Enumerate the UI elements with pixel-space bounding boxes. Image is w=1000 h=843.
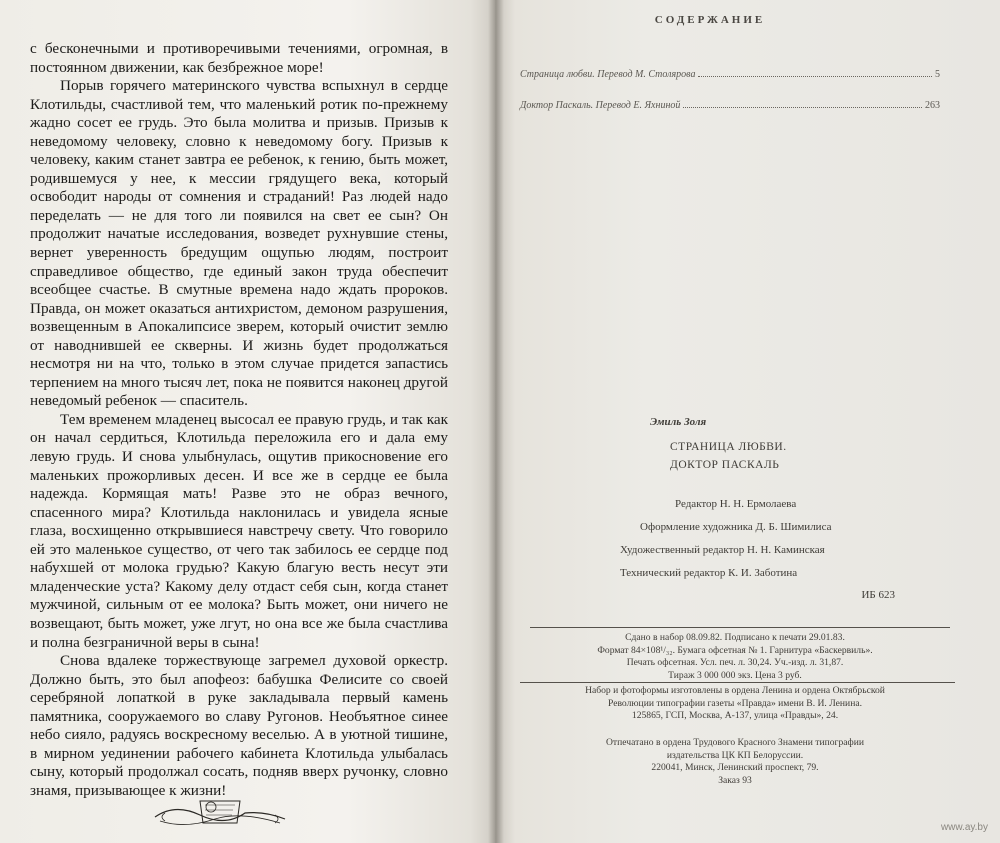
left-page-body-text xyxy=(30,40,448,800)
toc-entry-title: Страница любви. Перевод М. Столяровa xyxy=(520,69,696,80)
left-page xyxy=(0,0,495,843)
print-info-block xyxy=(520,737,950,787)
print-info-block xyxy=(520,632,950,682)
divider xyxy=(530,627,950,628)
toc-entry xyxy=(520,68,940,99)
book-title: ДОКТОР ПАСКАЛЬ xyxy=(670,459,780,471)
print-info-line: Набор и фотоформы изготовлены в ордена Ленина и ордена Октябрьской xyxy=(585,685,885,696)
print-info-line: Тираж 3 000 000 экз. Цена 3 руб. xyxy=(668,669,802,681)
author-name: Эмиль Золя xyxy=(650,416,707,428)
watermark: www.ay.by xyxy=(940,822,988,833)
book-titles xyxy=(590,438,920,474)
toc-leader-dots xyxy=(698,68,932,77)
print-info-block xyxy=(520,685,950,723)
print-info-line: Отпечатано в ордена Трудового Красного Знамени типографии xyxy=(606,737,864,748)
staff-list xyxy=(590,493,920,585)
toc-leader-dots xyxy=(683,99,922,108)
print-info-line: Революции типографии газеты «Правда» имени В. И. Ленина. xyxy=(608,697,862,709)
staff-line: Редактор Н. Н. Ермолаева xyxy=(675,498,797,510)
toc-entry xyxy=(520,99,940,130)
paragraph: Тем временем младенец высосал ее правую грудь, и так как он начал сердиться, Клотильда переложила его и дала ему левую грудь. И снова улыбнулась, ощутив прикосновение его маленьких прожорливых десен. И все же в сердце ее была надежда. Кормящая мать! Разве это не образ вечного, спасенного мира? Клотильда наклонилась и увидела ясные глаза, восхищенно открывшиеся навстречу свету. Что говорило ей это маленькое существо, от чего так забилось ее сердце под набухшей от молока грудью? Какую благую весть несут эти младенческие уста? Какому делу отдаст себя сын, когда станет мужчиной, сильным от ее молока? Быть может, они ничего не возвещают, быть может, уже лгут, но она все же была счастлива и полна безграничной веры в сына! xyxy=(30,410,448,651)
toc-heading: СОДЕРЖАНИЕ xyxy=(654,14,766,26)
table-of-contents xyxy=(520,68,940,130)
book-gutter xyxy=(488,0,504,843)
print-info-line: 125865, ГСП, Москва, А-137, улица «Правды», 24. xyxy=(631,710,839,721)
toc-entry-page: 5 xyxy=(935,69,940,80)
ornament-vignette-icon xyxy=(145,793,295,833)
ib-number: ИБ 623 xyxy=(861,589,895,601)
staff-line: Оформление художника Д. Б. Шимилиса xyxy=(640,521,832,533)
paragraph: Снова вдалеке торжествующе загремел духовой оркестр. Должно быть, это был апофеоз: бабушка Фелисите со своей серебряной лопаткой в руке закладывала первый камень памятника, сооружаемого во славу Ругонов. Необъятное синее небо сияло, радуясь воскресному веселью. А в уютной тишине, в мирном уединении рабочего кабинета Клотильда улыбалась сыну, который продолжал сосать, подняв вверх ручонку, словно знамя, призывающее к жизни! xyxy=(30,652,448,799)
toc-entry-title: Доктор Паскаль. Перевод Е. Яхниной xyxy=(520,100,681,111)
paragraph: Порыв горячего материнского чувства вспыхнул в сердце Клотильды, счастливой тем, что маленький ротик по-прежнему жадно сосет ее грудь. Это была молитва и призыв. Призыв к неведомому человеку, словно к неведомому богу. Призыв к человеку, каким станет завтра ее ребенок, к гению, быть может, родившемуся у нее, к мессии грядущего века, который освободит народы от сомнения и страданий! Раз людей надо переделать — не для того ли появился на свет ее сын? Он продолжит начатые исследования, возведет рухнувшие стены, вернет уверенность бредущим ощупью людям, построит справедливое общество, где единый закон труда обеспечит всеобщее счастье. В смутные времена надо ждать пророков. Правда, он может оказаться антихристом, демоном разрушения, возвещенным в Апокалипсисе зверем, который очистит землю от наводнившей ее скверны. И жизнь будет продолжаться несмотря ни на что, только в этом случае придется запастись терпением на много тысяч лет, пока не появится наконец другой неведомый ребенок — спаситель. xyxy=(30,77,448,410)
print-info-line: Формат 84×108¹/₃₂. Бумага офсетная № 1. Гарнитура «Баскервиль». xyxy=(597,644,873,656)
print-info-line: Печать офсетная. Усл. печ. л. 30,24. Уч.-изд. л. 31,87. xyxy=(626,657,844,668)
print-info-line: Заказ 93 xyxy=(718,774,752,786)
paragraph: с бесконечными и противоречивыми течениями, огромная, в постоянном движении, как безбрежное море! xyxy=(30,40,448,76)
print-info-line: издательства ЦК КП Белоруссии. xyxy=(666,749,804,761)
print-info-line: Сдано в набор 08.09.82. Подписано к печати 29.01.83. xyxy=(625,632,845,643)
toc-entry-page: 263 xyxy=(925,100,940,111)
print-info-line: 220041, Минск, Ленинский проспект, 79. xyxy=(651,762,819,773)
divider xyxy=(520,682,955,683)
book-title: СТРАНИЦА ЛЮБВИ. xyxy=(670,441,787,453)
staff-line: Технический редактор К. И. Заботина xyxy=(620,567,798,579)
staff-line: Художественный редактор Н. Н. Каминская xyxy=(620,544,825,556)
colophon-credits xyxy=(590,416,920,601)
